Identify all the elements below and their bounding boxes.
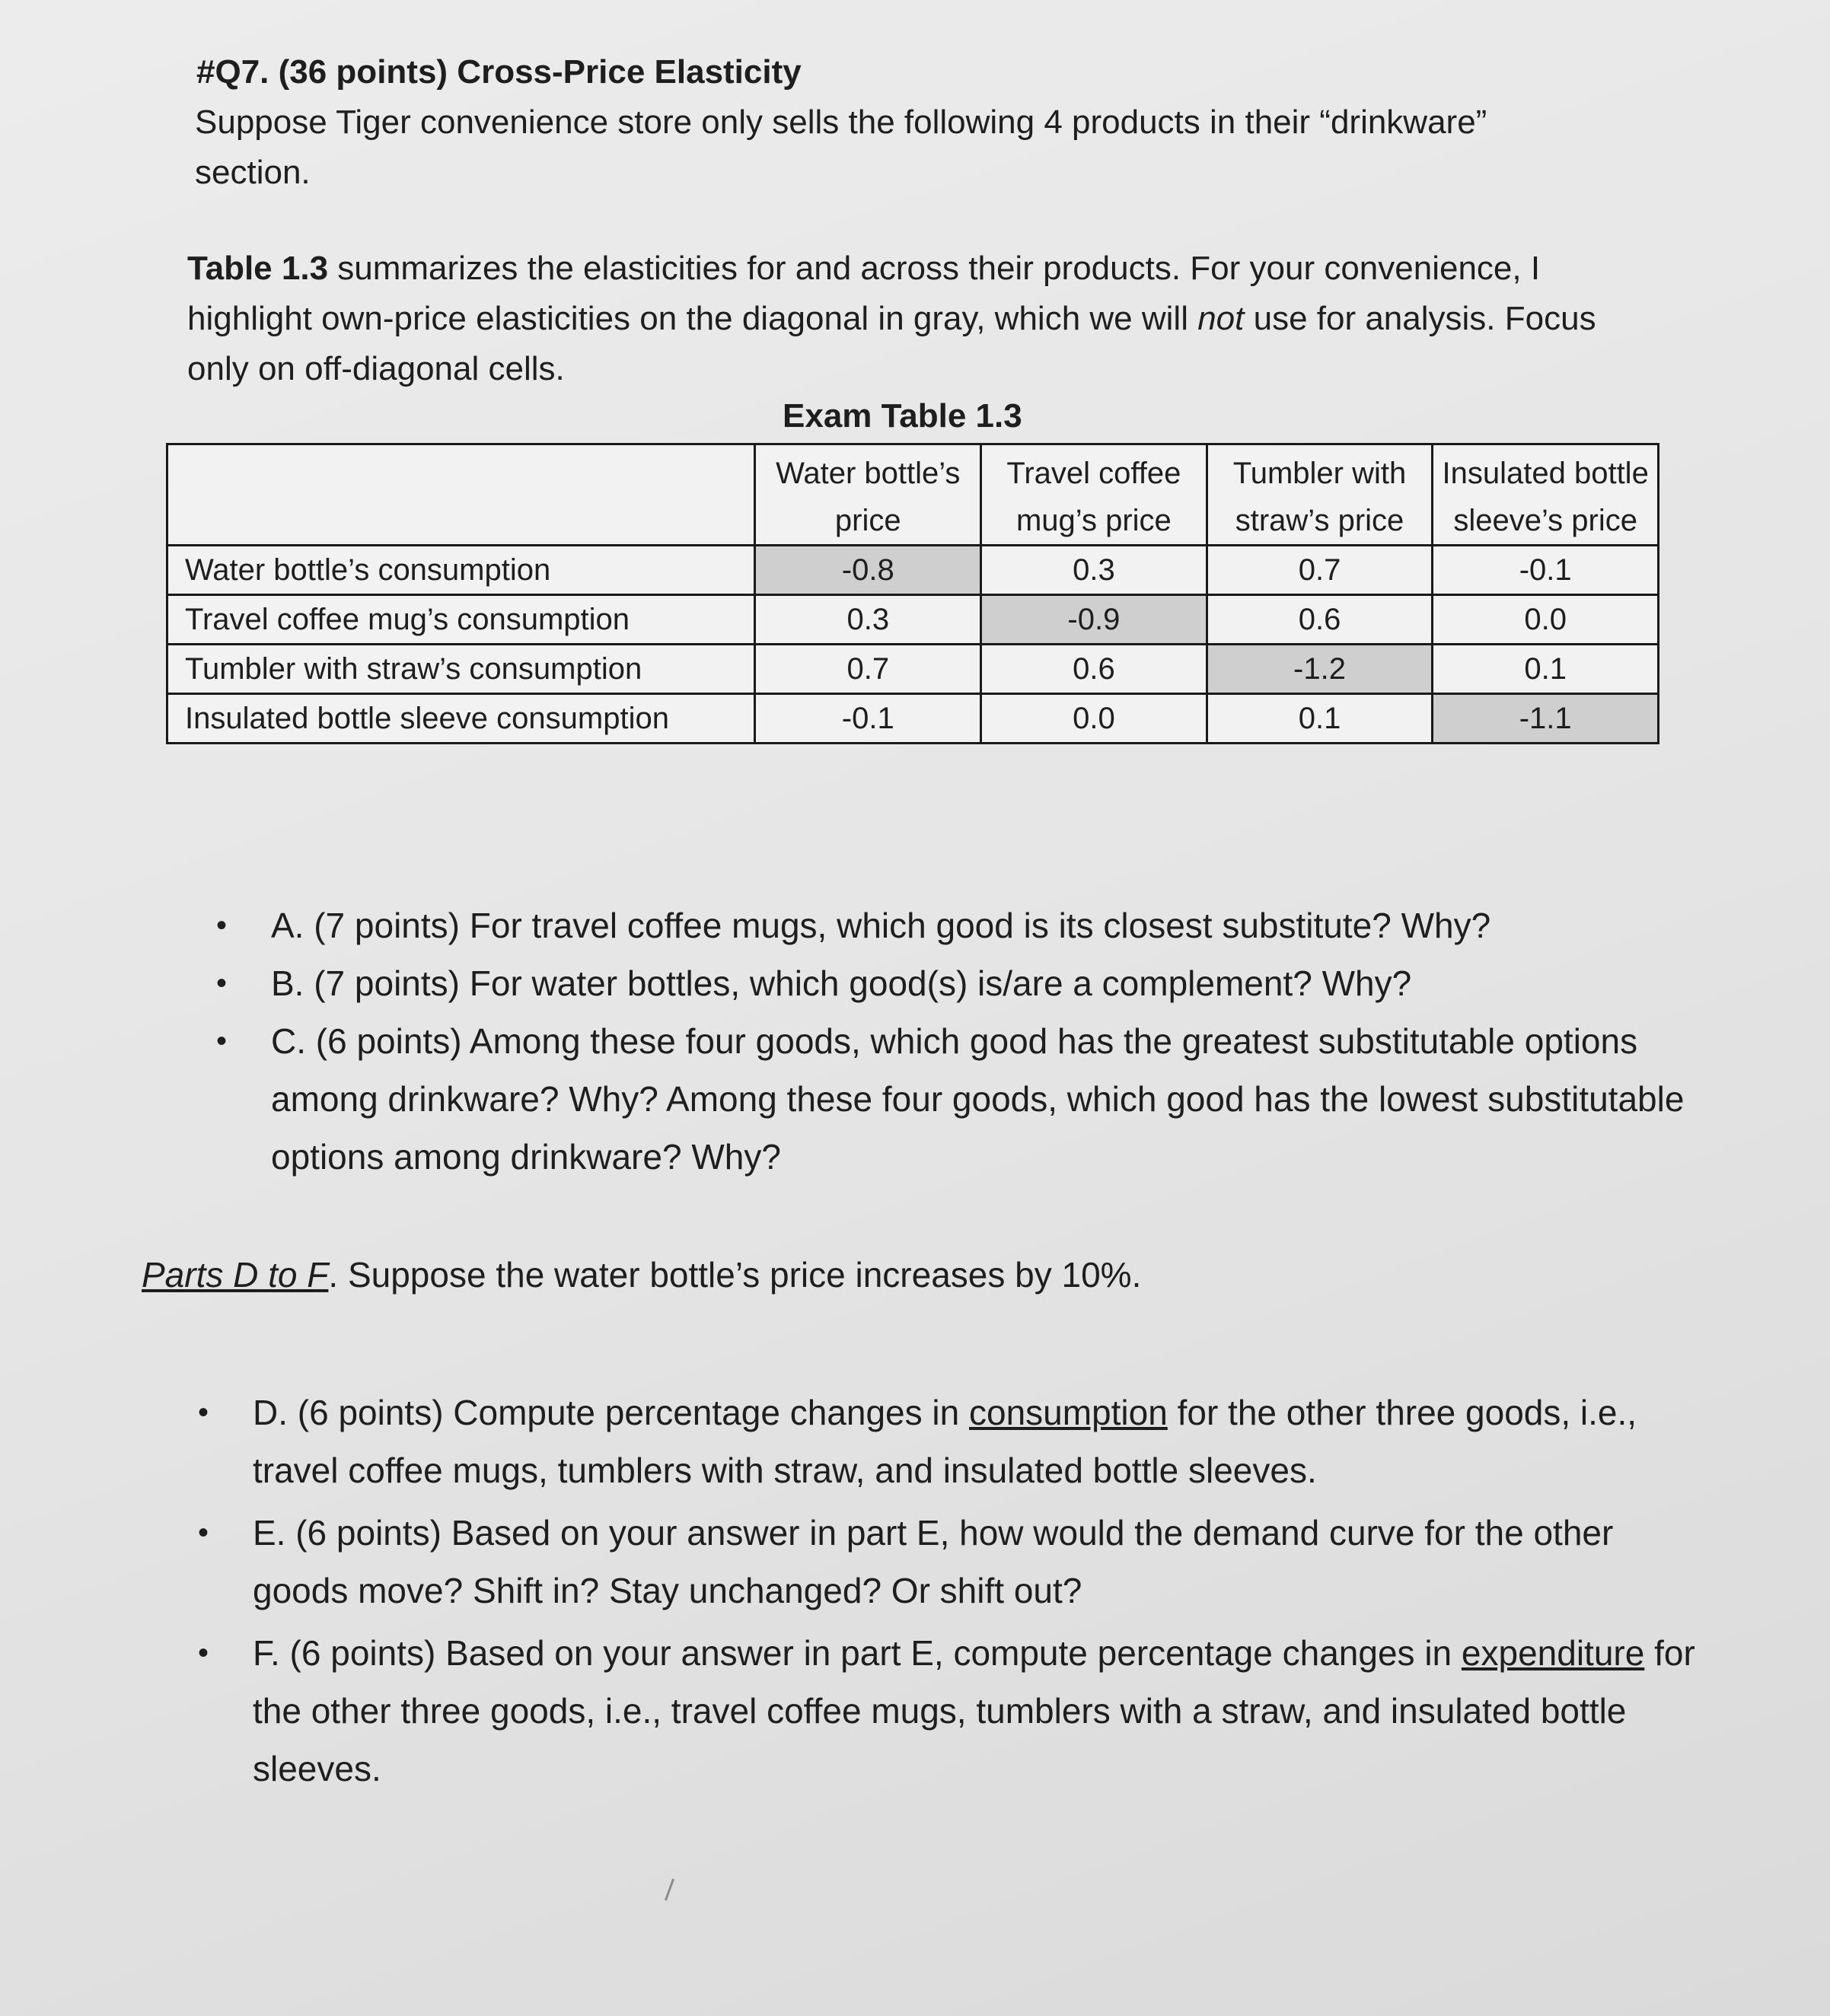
table-cell: -1.1 [1433, 694, 1659, 744]
parts-d-f-intro [142, 1254, 1141, 1295]
table-row [167, 645, 1659, 694]
bullet-icon: • [216, 1024, 228, 1058]
row-label-tumbler: Tumbler with straw’s consumption [167, 645, 755, 694]
row-label-sleeve: Insulated bottle sleeve consumption [167, 694, 755, 744]
table-cell: 0.0 [1433, 595, 1659, 645]
list-item [216, 954, 1687, 1012]
table-header-row [167, 444, 1659, 546]
bullet-icon: • [198, 1516, 209, 1549]
table-cell: 0.6 [981, 645, 1207, 694]
pencil-mark [665, 1878, 674, 1900]
part-d-text-2: for the other three goods, i.e., travel coffee mugs, tumblers with straw, and insulated bottle sleeves. [253, 1393, 1637, 1490]
col-header-sleeve: Insulated bottle sleeve’s price [1433, 444, 1659, 546]
question-intro [195, 97, 1634, 198]
row-label-water-bottle: Water bottle’s consumption [167, 546, 755, 595]
part-f-text-2: for the other three goods, i.e., travel coffee mugs, tumblers with a straw, and insulated bottle sleeves. [253, 1633, 1695, 1788]
part-e-text: E. (6 points) Based on your answer in part E, how would the demand curve for the other goods move? Shift in? Stay unchanged? Or shift out? [253, 1513, 1614, 1610]
table-cell: -1.2 [1207, 645, 1433, 694]
col-header-tumbler: Tumbler with straw’s price [1207, 444, 1433, 546]
part-b-text: B. (7 points) For water bottles, which good(s) is/are a complement? Why? [271, 963, 1412, 1003]
table-desc-not: not [1197, 300, 1245, 337]
part-d-underlined: consumption [968, 1393, 1168, 1432]
parts-d-f-label: Parts D to F [142, 1255, 329, 1295]
list-item [198, 1384, 1708, 1499]
row-label-travel-mug: Travel coffee mug’s consumption [167, 595, 755, 645]
question-title: #Q7. (36 points) Cross-Price Elasticity [196, 53, 802, 91]
table-caption: Exam Table 1.3 [783, 397, 1022, 435]
table-cell: 0.3 [981, 546, 1207, 595]
list-item [216, 1012, 1687, 1186]
part-f-underlined: expenditure [1461, 1633, 1645, 1673]
bullet-icon: • [216, 967, 228, 1000]
list-item [216, 897, 1687, 954]
table-row [167, 595, 1659, 645]
elasticity-table [166, 443, 1659, 744]
table-cell: 0.1 [1433, 645, 1659, 694]
question-list-a-c [216, 897, 1687, 1186]
table-cell: -0.9 [981, 595, 1207, 645]
intro-line-1: Suppose Tiger convenience store only sells the following 4 products in their “drinkware” [195, 104, 1487, 141]
bullet-icon: • [198, 1396, 209, 1429]
table-cell: 0.7 [755, 645, 981, 694]
table-corner-cell [167, 444, 755, 546]
intro-line-2: section. [195, 154, 311, 191]
table-desc-part-1: summarizes the elasticities for and across their products. For your convenience, I highlight own-price elasticities on the diagonal in gray, which we will [187, 250, 1541, 337]
part-d-text-1: D. (6 points) Compute percentage changes in [253, 1393, 969, 1432]
part-a-text: A. (7 points) For travel coffee mugs, which good is its closest substitute? Why? [271, 906, 1491, 945]
col-header-travel-mug: Travel coffee mug’s price [981, 444, 1207, 546]
table-cell: -0.1 [1433, 546, 1659, 595]
question-list-d-f [198, 1384, 1708, 1802]
part-c-text: C. (6 points) Among these four goods, which good has the greatest substitutable options among drinkware? Why? Among these four goods, which good has the lowest substitutable options among drinkware? Why? [271, 1021, 1685, 1177]
table-cell: 0.6 [1207, 595, 1433, 645]
part-f-text-1: F. (6 points) Based on your answer in part E, compute percentage changes in [253, 1633, 1462, 1673]
table-cell: 0.3 [755, 595, 981, 645]
table-row [167, 546, 1659, 595]
table-desc-part-2: use for analysis. Focus only on off-diagonal cells. [187, 300, 1596, 387]
parts-d-f-text: . Suppose the water bottle’s price increases by 10%. [328, 1255, 1142, 1295]
bullet-icon: • [198, 1636, 209, 1670]
col-header-water-bottle: Water bottle’s price [755, 444, 981, 546]
table-cell: 0.0 [981, 694, 1207, 744]
table-cell: -0.1 [755, 694, 981, 744]
table-description [187, 244, 1641, 394]
table-row [167, 694, 1659, 744]
table-cell: -0.8 [755, 546, 981, 595]
table-cell: 0.7 [1207, 546, 1433, 595]
list-item [198, 1624, 1708, 1798]
table-reference: Table 1.3 [187, 250, 329, 287]
bullet-icon: • [216, 909, 228, 942]
table-cell: 0.1 [1207, 694, 1433, 744]
list-item [198, 1504, 1708, 1619]
